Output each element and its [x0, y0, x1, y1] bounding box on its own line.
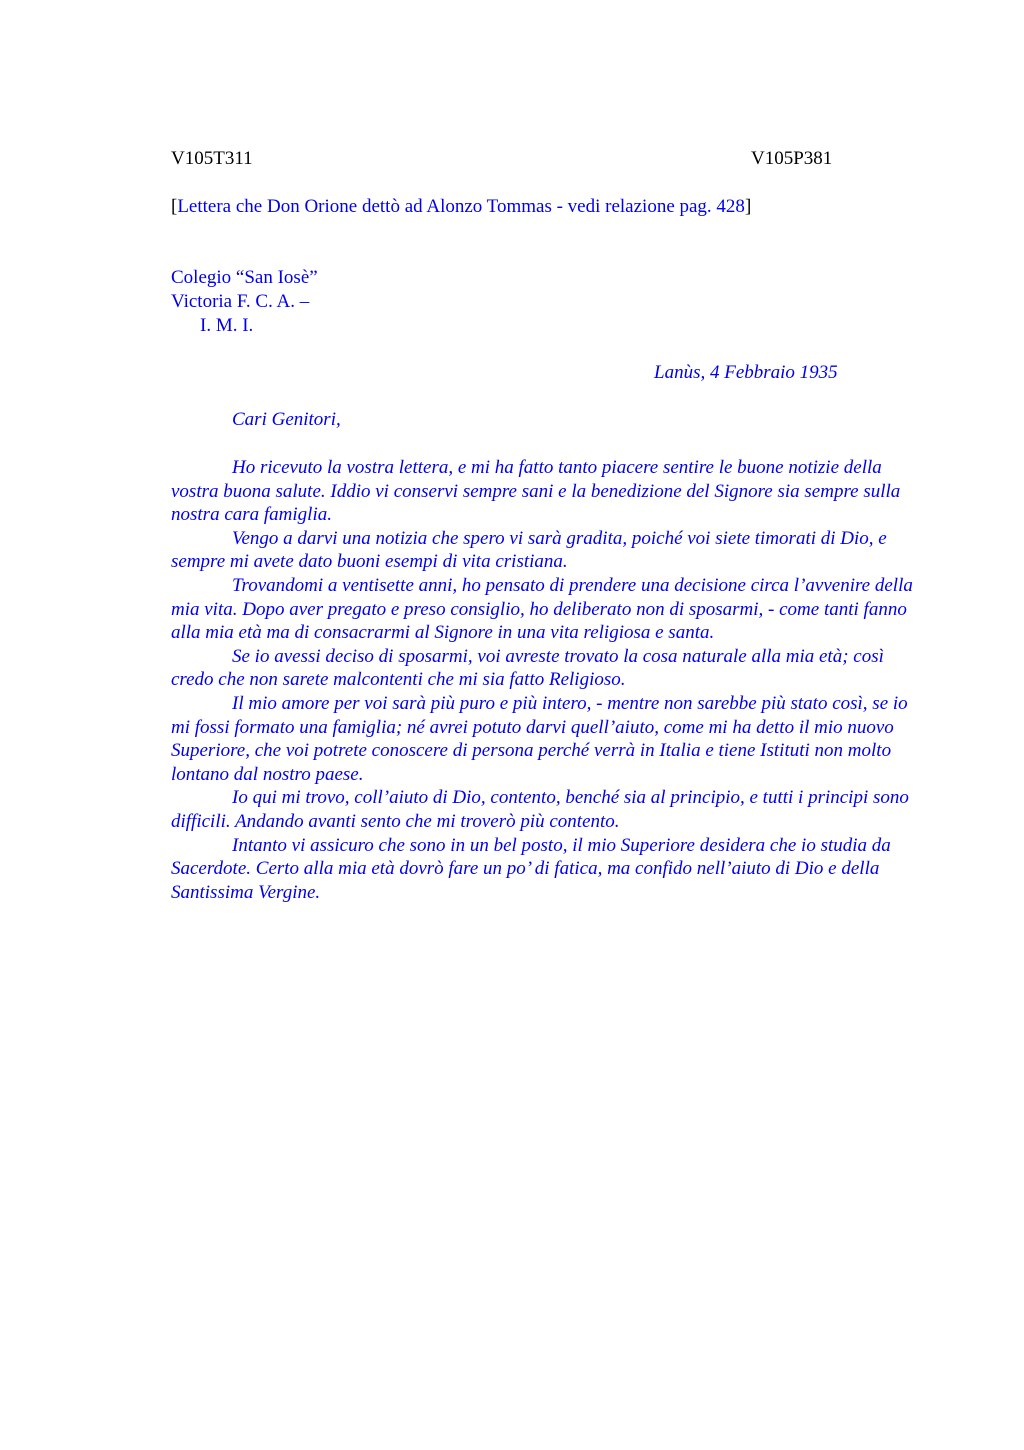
letter-greeting: Cari Genitori,: [232, 409, 341, 430]
letter-paragraph: Intanto vi assicuro che sono in un bel posto, il mio Superiore desidera che io studia da Sacerdote. Certo alla mia età dovrò fare un po’ di fatica, ma confido nell’aiuto di Dio e della Santissima Vergine.: [171, 834, 891, 903]
letter-paragraph: Ho ricevuto la vostra lettera, e mi ha fatto tanto piacere sentire le buone notizie della vostra buona salute. Iddio vi conservi sempre sani e la benedizione del Signore sia sempre sulla nostra cara famiglia.: [171, 457, 901, 526]
letter-paragraph: Trovandomi a ventisette anni, ho pensato di prendere una decisione circa l’avvenire della mia vita. Dopo aver pregato e preso consiglio, ho deliberato non di sposarmi, - come tanti fanno alla mia età ma di consacrarmi al Signore in una vita religiosa e santa.: [171, 574, 913, 644]
note-open-bracket: [: [171, 196, 178, 217]
editorial-note: [171, 195, 751, 218]
reference-code-right: V105P381: [751, 148, 833, 169]
reference-code-left: V105T311: [171, 148, 253, 169]
address-line-1: Colegio “San Iosè”: [171, 267, 318, 288]
letter-paragraph: Il mio amore per voi sarà più puro e più intero, - mentre non sarebbe più stato così, se io mi fossi formato una famiglia; né avrei potuto darvi quell’aiuto, come mi ha detto il mio nuovo Superiore, che voi potrete conoscere di persona perché verrà in Italia e tiene Istituti non molto lontano dal nostro paese.: [171, 692, 908, 785]
letter-paragraph: Io qui mi trovo, coll’aiuto di Dio, contento, benché sia al principio, e tutti i principi sono difficili. Andando avanti sento che mi troverò più contento.: [171, 787, 909, 832]
note-text: Lettera che Don Orione dettò ad Alonzo Tommas - vedi relazione pag. 428: [177, 196, 745, 217]
letter-paragraph: Se io avessi deciso di sposarmi, voi avreste trovato la cosa naturale alla mia età; così credo che non sarete malcontenti che mi sia fatto Religioso.: [171, 645, 884, 691]
note-close-bracket: ]: [744, 196, 752, 217]
address-line-2: Victoria F. C. A. –: [171, 291, 310, 312]
address-line-3: I. M. I.: [200, 315, 254, 336]
letter-paragraph: Vengo a darvi una notizia che spero vi sarà gradita, poiché voi siete timorati di Dio, e sempre mi avete dato buoni esempi di vita cristiana.: [171, 527, 887, 573]
letter-body: [171, 456, 931, 904]
letter-date: Lanùs, 4 Febbraio 1935: [654, 362, 838, 383]
